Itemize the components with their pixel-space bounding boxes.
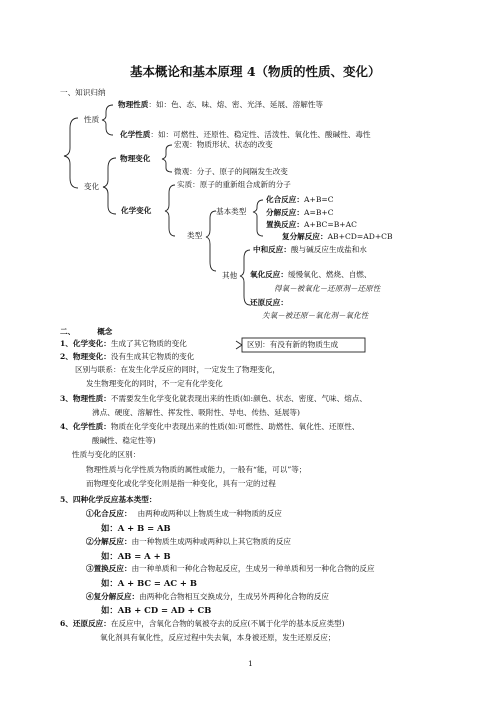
wuli-xingzhi-label: 物理性质 <box>118 100 149 109</box>
concept-6-text: 在反应中，含氧化合物的氧被夺去的反应(不属于化学的基本反应类型) <box>110 619 345 628</box>
yanghua-label: 氧化反应： <box>250 270 288 279</box>
zhihuan-row <box>266 221 357 229</box>
zhonghe-label: 中和反应： <box>253 245 291 254</box>
huanyuan-label: 还原反应： <box>250 298 288 307</box>
node-jiben: 基本类型 <box>216 207 247 216</box>
zhihuan-label: 置换反应： <box>266 220 304 229</box>
reaction-4-label: ④复分解反应： <box>86 592 140 601</box>
huaxue-bianhua-essence: 实质：原子的重新组合成新的分子 <box>177 180 291 189</box>
reaction-4-text: 由两种化合物相互交换成分，生成另外两种化合物的反应 <box>139 592 329 601</box>
bracket-leixing <box>206 211 216 271</box>
huanyuan-note: 失氧－被还原－氧化剂－氧化性 <box>262 311 369 320</box>
bracket-huaxue <box>165 185 175 236</box>
node-wuli-bianhua: 物理变化 <box>120 154 151 163</box>
concept-3-cont: 沸点、硬度、溶解性、挥发性、吸附性、导电、传热、延展等) <box>92 408 300 417</box>
node-xingzhi: 性质 <box>84 115 100 124</box>
section-2-title: 概念 <box>97 327 113 336</box>
wuli-bianhua-macro: 宏观：物质形状、状态的改变 <box>174 140 273 149</box>
huahe-label: 化合反应： <box>266 195 304 204</box>
bracket-wuli <box>162 145 172 172</box>
huahe-eq: A+B=C <box>303 195 334 204</box>
page-number: 1 <box>248 659 253 668</box>
concept-5-label: 5、四种化学反应基本类型： <box>60 495 157 504</box>
zhihuan-eq: A+BC=B+AC <box>303 220 357 229</box>
zhonghe-row <box>253 246 367 254</box>
reaction-2-eq: 如：AB = A + B <box>101 551 171 561</box>
relation-line-2: 发生物理变化的同时，不一定有化学变化 <box>86 379 223 388</box>
node-leixing: 类型 <box>187 231 203 240</box>
fufenjie-row <box>282 233 393 241</box>
node-qita: 其他 <box>222 271 238 280</box>
fenjie-eq: A=B+C <box>303 208 334 217</box>
concept-3-label: 3、物理性质： <box>60 394 111 403</box>
node-bianhua: 变化 <box>84 182 100 191</box>
wuli-xingzhi-desc: ：如：色、态、味、熔、密、光泽、延展、溶解性等 <box>148 100 324 109</box>
distinction-text: 区别：有没有新的物质生成 <box>247 340 339 349</box>
section-heading-1: 一、知识归纳 <box>60 88 106 97</box>
concept-6-cont: 氧化剂具有氧化性，反应过程中失去氧，本身被还原，发生还原反应； <box>100 633 336 642</box>
concept-6 <box>60 620 345 628</box>
section-heading-2 <box>60 328 112 336</box>
huahe-row <box>266 196 334 204</box>
reaction-3 <box>86 565 375 573</box>
concept-1-label: 1、化学变化： <box>60 339 111 348</box>
diff-line-2: 而物理变化或化学变化则是指一种变化，具有一定的过程 <box>86 479 276 488</box>
concept-2-text: 没有生成其它物质的变化 <box>110 352 195 361</box>
node-huaxue-bianhua: 化学变化 <box>121 206 152 215</box>
concept-4-cont: 酸碱性、稳定性等) <box>92 436 156 445</box>
reaction-1 <box>86 510 282 518</box>
concept-3 <box>60 395 367 403</box>
node-huaxue-xingzhi <box>120 131 371 139</box>
reaction-4-eq: 如：AB + CD = AD + CB <box>101 605 212 615</box>
yanghua-desc: 缓慢氧化、燃烧、自燃、 <box>287 270 372 279</box>
concept-3-text: 不需要发生化学变化就表现出来的性质(如:颜色、状态、密度、气味、熔点、 <box>110 394 367 403</box>
diff-line-1: 物理性质与化学性质为物质的属性或能力，一般有“能，可以”等； <box>86 465 307 474</box>
page-title: 基本概论和基本原理 4（物质的性质、变化） <box>130 64 381 79</box>
yanghua-note: 得氧－被氧化－还原剂－还原性 <box>274 284 381 293</box>
concept-2-label: 2、物理变化： <box>60 352 111 361</box>
concept-1 <box>60 340 187 348</box>
reaction-1-text: 由两种或两种以上物质生成一种物质的反应 <box>137 509 282 518</box>
concept-4-text: 物质在化学变化中表现出来的性质(如:可燃性、助燃性、氧化性、还原性、 <box>110 422 360 431</box>
reaction-3-text: 由一种单质和一种化合物起反应，生成另一种单质和另一种化合物的反应 <box>131 564 375 573</box>
fenjie-row <box>266 209 334 217</box>
concept-4 <box>60 423 359 431</box>
concept-6-label: 6、还原反应： <box>60 619 111 628</box>
concept-2 <box>60 353 194 361</box>
bracket-jiben <box>253 200 263 236</box>
huanyuan-row <box>250 299 288 307</box>
node-wuli-xingzhi <box>118 101 323 109</box>
fufenjie-eq: AB+CD=AD+CB <box>327 232 393 241</box>
fenjie-label: 分解反应： <box>266 208 304 217</box>
section-2-number: 二、 <box>60 327 76 336</box>
reaction-2-text: 由一种物质生成两种或两种以上其它物质的反应 <box>131 537 292 546</box>
relation-line-1: 区别与联系：在发生化学反应的同时，一定发生了物理变化， <box>75 365 281 374</box>
huaxue-xingzhi-desc: ：如：可燃性、还原性、稳定性、活泼性、氧化性、酸碱性、毒性 <box>150 130 371 139</box>
fufenjie-label: 复分解反应： <box>282 232 328 241</box>
reaction-3-label: ③置换反应： <box>86 564 132 573</box>
wuli-bianhua-micro: 微观：分子、原子的间隔发生改变 <box>174 167 288 176</box>
yanghua-row <box>250 271 372 279</box>
diff-title: 性质与变化的区别： <box>72 450 141 459</box>
zhonghe-desc: 酸与碱反应生成盐和水 <box>290 245 367 254</box>
bracket-root <box>64 118 78 188</box>
reaction-1-label: ①化合反应： <box>86 509 132 518</box>
bracket-xingzhi <box>102 105 113 135</box>
bracket-bianhua <box>103 158 116 214</box>
huaxue-xingzhi-label: 化学性质 <box>120 130 151 139</box>
concept-4-label: 4、化学性质： <box>60 422 111 431</box>
reaction-2-label: ②分解反应： <box>86 537 132 546</box>
concept-1-text: 生成了其它物质的变化 <box>110 339 187 348</box>
reaction-2 <box>86 538 291 546</box>
reaction-3-eq: 如：A + BC = AC + B <box>101 578 197 588</box>
box-link <box>236 341 242 349</box>
reaction-1-eq: 如：A + B = AB <box>101 523 171 533</box>
reaction-4 <box>86 593 329 601</box>
bracket-qita <box>240 250 250 305</box>
